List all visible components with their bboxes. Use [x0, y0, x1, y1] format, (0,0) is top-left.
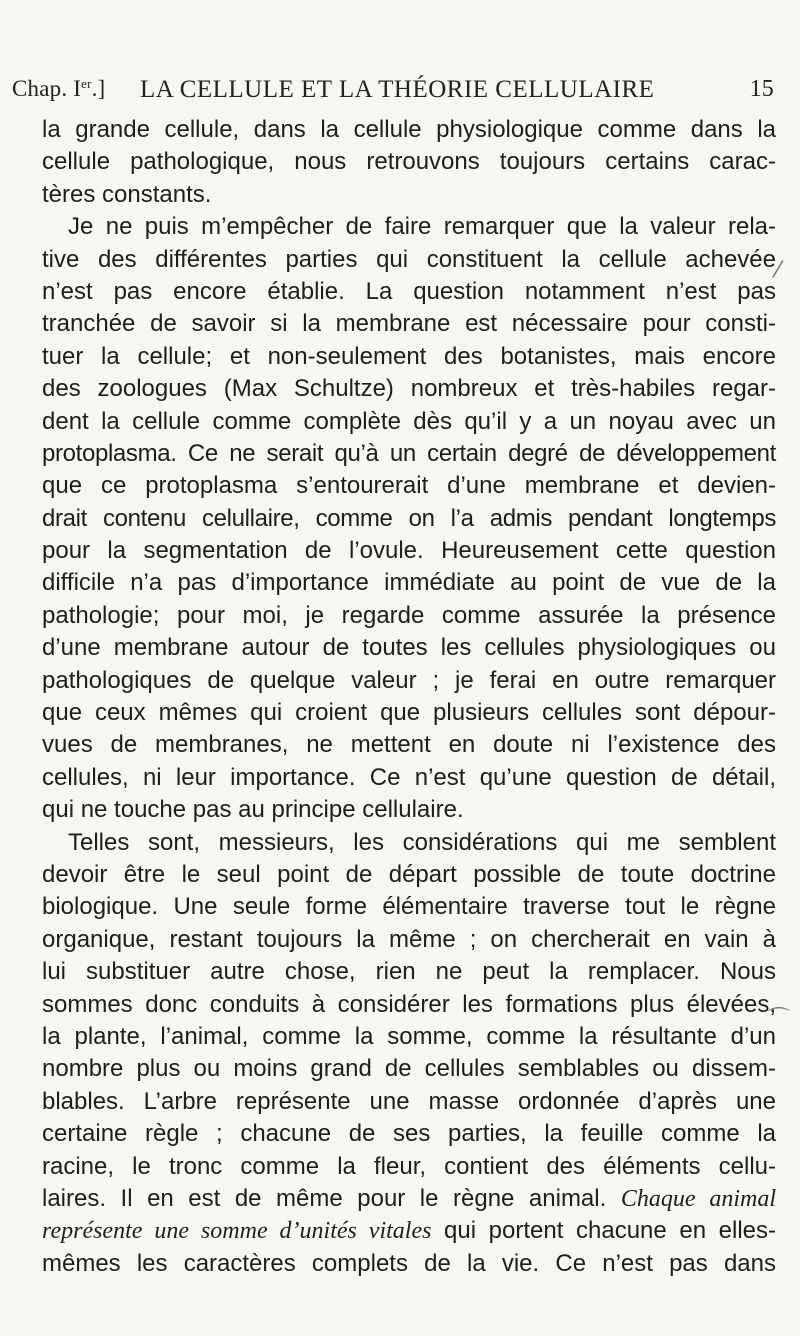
text-line: lui substituer autre chose, rien ne peut la remplacer. Nous [42, 958, 776, 986]
text-line: pathologie; pour moi, je regarde comme assurée la présence [42, 601, 776, 629]
text-line: tive des différentes parties qui constituent la cellule achevée [42, 245, 776, 273]
text-line: mêmes les caractères complets de la vie. Ce n’est pas dans [42, 1249, 776, 1277]
text-line: des zoologues (Max Schultze) nombreux et très-habiles regar- [42, 375, 776, 403]
text-line: d’une membrane autour de toutes les cellules physiologiques ou [42, 634, 776, 662]
paragraph-start-line: Je ne puis m’empêcher de faire remarquer que la valeur rela- [68, 213, 776, 241]
text-line: que ceux mêmes qui croient que plusieurs cellules sont dépour- [42, 699, 776, 727]
text-line: tranchée de savoir si la membrane est nécessaire pour consti- [42, 310, 776, 338]
text-line: tuer la cellule; et non-seulement des botanistes, mais encore [42, 342, 776, 370]
text-line: nombre plus ou moins grand de cellules semblables ou dissem- [42, 1055, 776, 1083]
text-line: n’est pas encore établie. La question notamment n’est pas [42, 277, 776, 305]
italic-phrase: Chaque animal [620, 1185, 776, 1212]
text-line: la grande cellule, dans la cellule physiologique comme dans la [42, 116, 776, 143]
text-line [42, 1183, 776, 1215]
line-text: laires. Il en est de même pour le règne animal. [42, 1184, 607, 1212]
text-line: dent la cellule comme complète dès qu’il y a un noyau avec un [42, 407, 776, 435]
text-line: la plante, l’animal, comme la somme, comme la résultante d’un [42, 1022, 776, 1050]
running-head [12, 76, 774, 116]
text-line: tères constants. [42, 180, 212, 208]
text-line: cellule pathologique, nous retrouvons toujours certains carac- [42, 148, 776, 176]
text-line: pour la segmentation de l’ovule. Heureusement cette question [42, 537, 776, 565]
text-line: vues de membranes, ne mettent en doute ni l’existence des [42, 731, 776, 759]
chapter-label: Chap. Ier.] [12, 76, 106, 101]
paragraph-start-line: Telles sont, messieurs, les considérations qui me semblent [68, 828, 776, 856]
text-line: blables. L’arbre représente une masse ordonnée d’après une [42, 1087, 776, 1115]
text-line: organique, restant toujours la même ; on chercherait en vain à [42, 925, 776, 953]
text-line: protoplasma. Ce ne serait qu’à un certain degré de développement [42, 439, 776, 467]
text-line: que ce protoplasma s’entourerait d’une membrane et devien- [42, 472, 776, 500]
body-text [42, 114, 776, 1280]
italic-phrase: représente une somme d’unités vitales [42, 1218, 432, 1245]
line-text: qui portent chacune en elles- [431, 1217, 776, 1245]
text-line: qui ne touche pas au principe cellulaire. [42, 796, 464, 824]
text-line: devoir être le seul point de départ possible de toute doctrine [42, 860, 776, 888]
text-line [42, 1215, 776, 1247]
text-line: difficile n’a pas d’importance immédiate au point de vue de la [42, 569, 776, 597]
text-line: cellules, ni leur importance. Ce n’est qu’une question de détail, [42, 763, 776, 791]
margin-mark: ⁄ [776, 258, 780, 283]
text-line: sommes donc conduits à considérer les formations plus élevées, [42, 990, 776, 1018]
margin-mark: ⌒ [768, 1007, 791, 1032]
text-line: racine, le tronc comme la fleur, contient des éléments cellu- [42, 1152, 776, 1180]
text-line: biologique. Une seule forme élémentaire traverse tout le règne [42, 893, 776, 921]
text-line: drait contenu celullaire, comme on l’a admis pendant longtemps [42, 504, 776, 532]
text-line: certaine règle ; chacune de ses parties, la feuille comme la [42, 1120, 776, 1148]
text-line: pathologiques de quelque valeur ; je ferai en outre remarquer [42, 666, 776, 694]
page-number: 15 [749, 76, 774, 102]
chapter-title: LA CELLULE ET LA THÉORIE CELLULAIRE [140, 76, 655, 103]
